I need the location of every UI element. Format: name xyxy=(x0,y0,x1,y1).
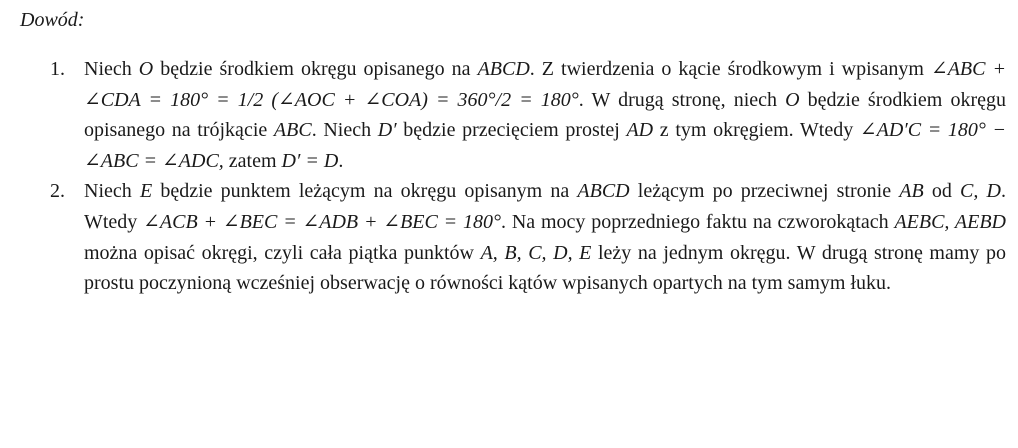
text-run: . xyxy=(338,149,344,172)
step-text xyxy=(84,176,1006,298)
math-expression: ∠AD′C = 180° − ∠ABC = ∠ADC, xyxy=(84,119,1007,172)
text-run: zatem xyxy=(223,149,282,172)
text-run: z tym okręgiem. Wtedy xyxy=(653,119,860,142)
proof-step-1 xyxy=(50,54,1006,176)
math-expression: E xyxy=(139,180,153,203)
step-text xyxy=(84,54,1006,176)
math-expression: AEBC, AEBD xyxy=(894,210,1006,233)
math-expression: D′ = D xyxy=(281,149,339,172)
text-run: . Niech xyxy=(311,119,378,142)
math-expression: AB xyxy=(899,180,924,203)
math-expression: AD xyxy=(626,119,654,142)
text-run: Niech xyxy=(84,58,139,80)
math-expression: C, D xyxy=(960,180,1001,203)
math-expression: O xyxy=(138,58,154,80)
text-run: będzie środkiem okręgu opisanego na trójkącie xyxy=(84,88,1006,142)
math-expression: ABCD xyxy=(477,58,530,80)
text-run: od xyxy=(923,180,961,203)
proof-step-2 xyxy=(50,176,1006,298)
step-number: 1. xyxy=(50,58,65,80)
text-run: Niech xyxy=(84,180,140,203)
math-expression: A, B, C, D, E xyxy=(480,241,592,264)
text-run: leżącym po przeciwnej stronie xyxy=(629,180,900,203)
math-expression: ABC xyxy=(273,119,312,142)
text-run: leży na jednym okręgu. W drugą stronę mamy po prostu poczynioną wcześniej obserwację o równości kątów wpisanych opartych na tym samym łuku. xyxy=(84,241,1007,295)
step-number: 2. xyxy=(50,180,65,203)
text-run: . W drugą stronę, niech xyxy=(578,88,786,111)
math-expression: ∠ACB + ∠BEC = ∠ADB + ∠BEC = 180° xyxy=(143,210,501,233)
math-expression: D′ xyxy=(377,119,397,142)
text-run: . Na mocy poprzedniego faktu na czworokątach xyxy=(501,210,895,233)
text-run: będzie środkiem okręgu opisanego na xyxy=(153,58,478,80)
text-run: . Z twierdzenia o kącie środkowym i wpisanym xyxy=(529,58,931,80)
math-expression: O xyxy=(785,88,800,111)
proof-heading: Dowód: xyxy=(20,9,85,31)
text-run: . Wtedy xyxy=(84,180,1006,233)
text-run: będzie przecięciem prostej xyxy=(396,119,627,142)
math-expression: ABCD xyxy=(577,180,630,203)
text-run: będzie punktem leżącym na okręgu opisanym na xyxy=(152,180,578,203)
proof-steps-list xyxy=(50,54,1006,299)
math-expression: ∠ABC + ∠CDA = 180° = 1/2 (∠AOC + ∠COA) = 360°/2 = 180° xyxy=(84,58,1006,111)
text-run: można opisać okręgi, czyli cała piątka punktów xyxy=(84,241,481,264)
